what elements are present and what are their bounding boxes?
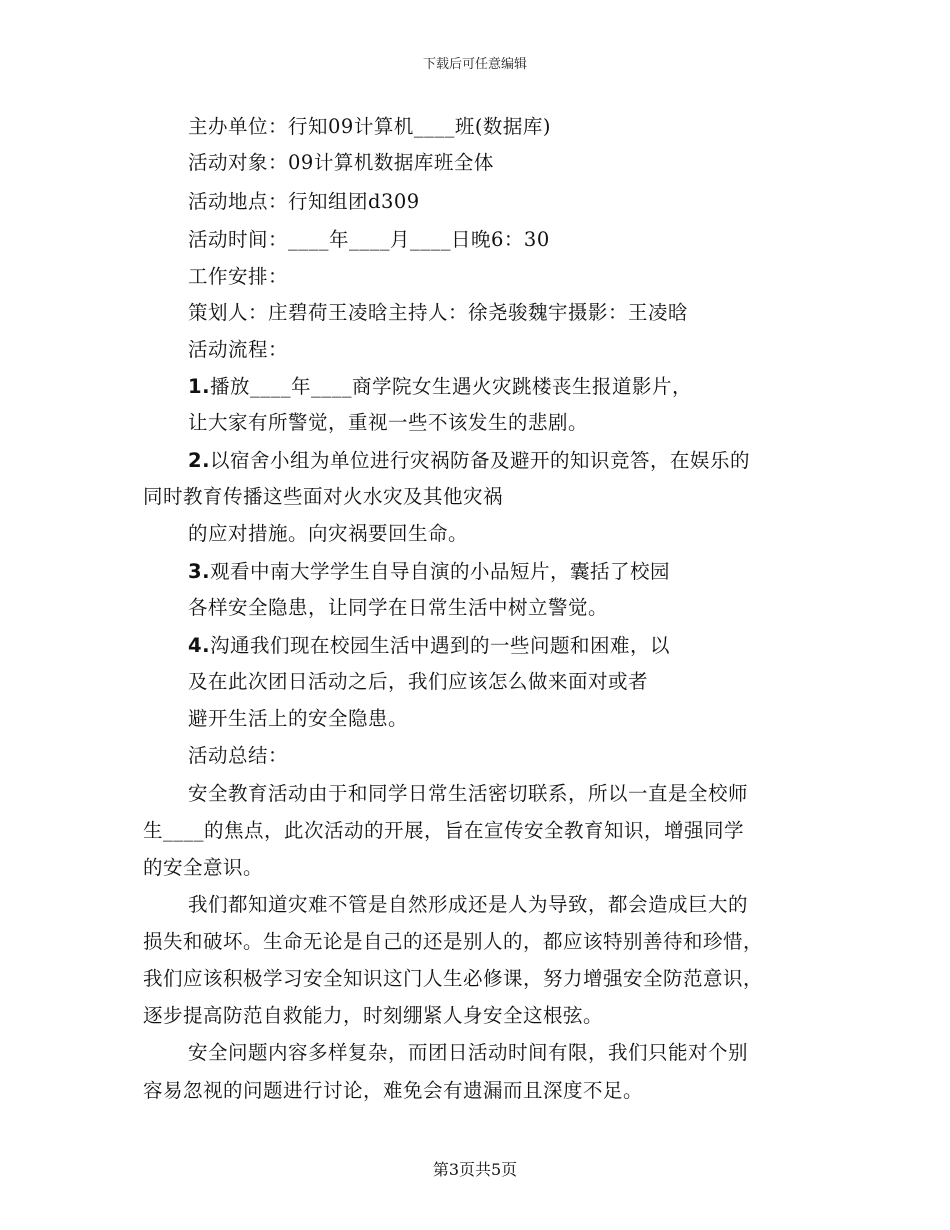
audience-line: 活动对象：09计算机数据库班全体 [188, 151, 494, 174]
summary-paragraph-2: 逐步提高防范自救能力，时刻绷紧人身安全这根弦。 [143, 1004, 604, 1027]
item-number: 3. [188, 560, 210, 583]
process-heading: 活动流程： [188, 338, 289, 361]
work-arrangement-heading: 工作安排： [188, 265, 289, 288]
organizer-line: 主办单位：行知09计算机____班(数据库) [188, 115, 552, 138]
process-item-3-cont: 各样安全隐患，让同学在日常生活中树立警觉。 [188, 596, 609, 619]
page-number: 第3页共5页 [432, 1160, 518, 1179]
process-item-3: 3.观看中南大学学生自导自演的小品短片，囊括了校园 [188, 560, 670, 583]
process-item-4: 4.沟通我们现在校园生活中遇到的一些问题和困难，以 [188, 634, 670, 657]
location-line: 活动地点：行知组团d309 [188, 190, 420, 213]
process-item-2-cont: 的应对措施。向灾祸要回生命。 [188, 522, 469, 545]
summary-paragraph-1: 的安全意识。 [143, 856, 264, 879]
summary-paragraph-2: 我们应该积极学习安全知识这门人生必修课，努力增强安全防范意识， [143, 967, 764, 990]
summary-paragraph-3: 容易忽视的问题进行讨论，难免会有遗漏而且深度不足。 [143, 1079, 644, 1102]
item-number: 2. [188, 449, 210, 472]
summary-paragraph-3: 安全问题内容多样复杂，而团日活动时间有限，我们只能对个别 [188, 1041, 749, 1064]
process-item-4-cont: 避开生活上的安全隐患。 [188, 707, 409, 730]
summary-heading: 活动总结： [188, 744, 289, 767]
page-header: 下载后可任意编辑 [422, 57, 527, 72]
process-item-1-cont: 让大家有所警觉，重视一些不该发生的悲剧。 [188, 411, 589, 434]
summary-paragraph-2: 损失和破坏。生命无论是自己的还是别人的，都应该特别善待和珍惜， [143, 930, 764, 953]
summary-paragraph-1: 生____的焦点，此次活动的开展，旨在宣传安全教育知识，增强同学 [143, 819, 745, 842]
process-item-1: 1.播放____年____商学院女生遇火灾跳楼丧生报道影片， [188, 375, 692, 398]
item-number: 1. [188, 375, 210, 398]
staff-line: 策划人：庄碧荷王凌晗主持人：徐尧骏魏宇摄影：王凌晗 [188, 301, 689, 324]
summary-paragraph-1: 安全教育活动由于和同学日常生活密切联系，所以一直是全校师 [188, 782, 749, 805]
summary-paragraph-2: 我们都知道灾难不管是自然形成还是人为导致，都会造成巨大的 [188, 893, 749, 916]
process-item-4-cont: 及在此次团日活动之后，我们应该怎么做来面对或者 [188, 670, 649, 693]
process-item-2: 2.以宿舍小组为单位进行灾祸防备及避开的知识竞答，在娱乐的 [188, 449, 750, 472]
time-line: 活动时间：____年____月____日晚6：30 [188, 228, 550, 251]
item-number: 4. [188, 634, 210, 657]
process-item-2-cont: 同时教育传播这些面对火水灾及其他灾祸 [143, 485, 504, 508]
